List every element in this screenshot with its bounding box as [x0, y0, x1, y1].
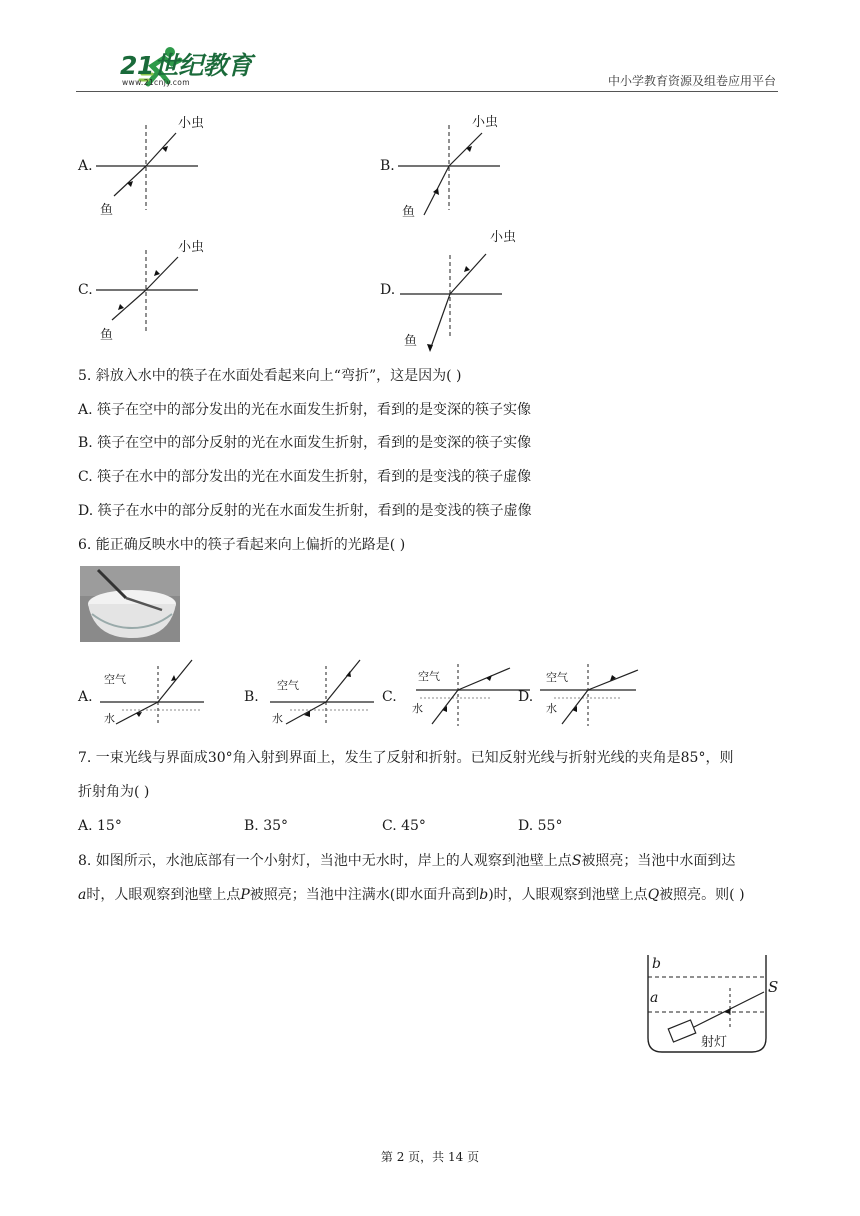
q6-stem: 6. 能正确反映水中的筷子看起来向上偏折的光路是( ) — [78, 537, 406, 553]
q6-c-air-label: 空气 — [418, 670, 440, 683]
q8-line2-d: 被照亮。则( ) — [659, 887, 745, 903]
logo-text: 21世纪教育 — [120, 51, 252, 80]
q5-stem: 5. 斜放入水中的筷子在水面处看起来向上“弯折”，这是因为( ) — [78, 368, 462, 384]
q8-fig-s-label: S — [768, 978, 779, 996]
q5-option-d: D. 筷子在水中的部分反射的光在水面发生折射，看到的是变浅的筷子虚像 — [78, 503, 532, 519]
q8-point-p: P — [240, 887, 250, 903]
q8-line2-c: )时，人眼观察到池壁上点 — [488, 887, 648, 903]
q5-option-c: C. 筷子在水中的部分发出的光在水面发生折射，看到的是变浅的筷子虚像 — [78, 469, 532, 485]
q8-line1-a: 8. 如图所示，水池底部有一个小射灯，当池中无水时，岸上的人观察到池壁上点 — [78, 853, 572, 869]
q7-angle1: 30° — [207, 750, 233, 766]
q6-d-water-label: 水 — [546, 702, 557, 715]
q6-a-water-label: 水 — [104, 712, 115, 725]
q4-c-fish-label: 鱼 — [100, 328, 114, 343]
q6-option-c-label: C. — [382, 689, 397, 705]
q6-b-water-label: 水 — [272, 712, 283, 725]
q8-line1-b: 被照亮；当池中水面到达 — [581, 853, 736, 869]
q8-line2-b: 被照亮；当池中注满水(即水面升高到 — [249, 887, 480, 903]
q6-d-air-label: 空气 — [546, 671, 568, 684]
q7-stem-part2: 角入射到界面上，发生了反射和折射。已知反射光线与折射光线的夹角是 — [232, 750, 681, 766]
q4-d-fish-label: 鱼 — [404, 334, 418, 349]
logo-url: www.21cnjy.com — [122, 78, 190, 87]
q8-level-a: a — [78, 887, 87, 903]
q7-stem-part3: ，则 — [705, 750, 734, 766]
q8-fig-a-label: a — [650, 990, 659, 1006]
q7-option-a: A. 15° — [78, 818, 122, 834]
q4-option-c-label: C. — [78, 282, 93, 298]
q6-option-b-label: B. — [244, 689, 259, 705]
q8-point-q: Q — [647, 887, 660, 903]
q4-a-insect-label: 小虫 — [178, 116, 205, 131]
q6-b-air-label: 空气 — [277, 679, 299, 692]
q5-option-b: B. 筷子在空中的部分反射的光在水面发生折射，看到的是变深的筷子实像 — [78, 435, 532, 451]
q7-option-b: B. 35° — [244, 818, 289, 834]
q4-a-fish-label: 鱼 — [100, 203, 114, 218]
q8-fig-b-label: b — [652, 956, 661, 972]
page-footer: 第 2 页，共 14 页 — [380, 1150, 480, 1164]
q8-line2-a: 时，人眼观察到池壁上点 — [86, 887, 241, 903]
q7-stem-part1: 7. 一束光线与界面成 — [78, 750, 208, 766]
q8-level-b: b — [479, 887, 489, 903]
q8-point-s: S — [571, 853, 582, 869]
q4-option-d-label: D. — [380, 282, 396, 298]
q7-angle2: 85° — [680, 750, 706, 766]
q4-b-insect-label: 小虫 — [472, 115, 499, 130]
q4-b-fish-label: 鱼 — [402, 205, 416, 220]
q7-option-c: C. 45° — [382, 818, 426, 834]
q7-option-d: D. 55° — [518, 818, 563, 834]
q4-option-a-label: A. — [78, 158, 93, 174]
q6-a-air-label: 空气 — [104, 673, 126, 686]
q4-option-b-label: B. — [380, 158, 395, 174]
q4-c-insect-label: 小虫 — [178, 240, 205, 255]
q6-option-d-label: D. — [518, 689, 534, 705]
q4-d-insect-label: 小虫 — [490, 230, 517, 245]
platform-title: 中小学教育资源及组卷应用平台 — [607, 74, 776, 88]
q5-option-a: A. 筷子在空中的部分发出的光在水面发生折射，看到的是变深的筷子实像 — [78, 402, 532, 418]
q8-fig-lamp-label: 射灯 — [701, 1035, 728, 1050]
q7-stem-line2: 折射角为( ) — [78, 784, 150, 800]
q6-option-a-label: A. — [78, 689, 93, 705]
q6-c-water-label: 水 — [412, 702, 423, 715]
